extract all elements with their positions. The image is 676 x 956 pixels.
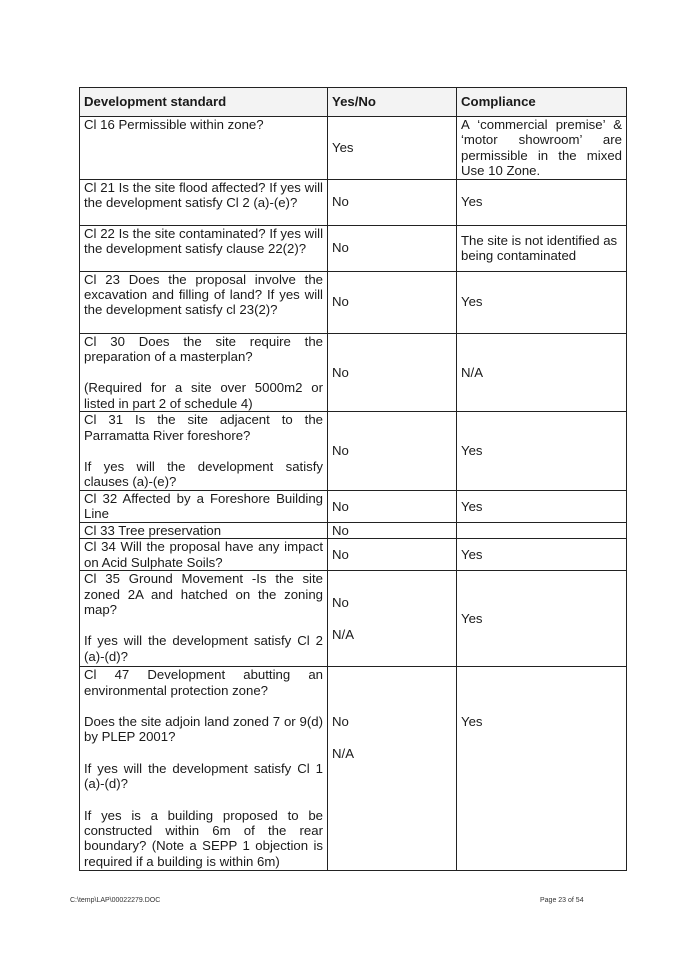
- answer-cell: Yes: [328, 117, 457, 180]
- table-row: [80, 412, 627, 491]
- answer-cell: No: [328, 522, 457, 538]
- answer-cell: No: [328, 412, 457, 491]
- answer-cell: No N/A: [328, 571, 457, 667]
- standard-cell: Cl 34 Will the proposal have any impact on Acid Sulphate Soils?: [80, 539, 328, 571]
- compliance-cell: N/A: [457, 333, 627, 412]
- table-row: [80, 490, 627, 522]
- compliance-cell: The site is not identified as being contaminated: [457, 225, 627, 271]
- table-row: [80, 225, 627, 271]
- table-row: [80, 333, 627, 412]
- table-row: [80, 522, 627, 538]
- answer-cell: No N/A: [328, 667, 457, 871]
- table-row: [80, 571, 627, 667]
- standard-cell: Cl 30 Does the site require the preparation of a masterplan? (Required for a site over 5000m2 or listed in part 2 of schedule 4): [80, 333, 328, 412]
- compliance-cell: A ‘commercial premise’ & ‘motor showroom’ are permissible in the mixed Use 10 Zone.: [457, 117, 627, 180]
- table-header-row: [80, 88, 627, 117]
- standard-cell: Cl 33 Tree preservation: [80, 522, 328, 538]
- compliance-cell: [457, 522, 627, 538]
- table-row: [80, 179, 627, 225]
- standard-cell: Cl 31 Is the site adjacent to the Parramatta River foreshore? If yes will the development satisfy clauses (a)-(e)?: [80, 412, 328, 491]
- footer-file-path: C:\temp\LAP\00022279.DOC: [70, 897, 161, 904]
- compliance-cell: Yes: [457, 412, 627, 491]
- table-row: [80, 271, 627, 333]
- table-row: [80, 667, 627, 871]
- compliance-cell: Yes: [457, 490, 627, 522]
- standard-cell: Cl 47 Development abutting an environmental protection zone? Does the site adjoin land zoned 7 or 9(d) by PLEP 2001? If yes will the development satisfy Cl 1 (a)-(d)? If yes is a building proposed to be constructed within 6m of the rear boundary? (Note a SEPP 1 objection is required if a building is within 6m): [80, 667, 328, 871]
- answer-cell: No: [328, 179, 457, 225]
- answer-cell: No: [328, 271, 457, 333]
- standard-cell: Cl 35 Ground Movement -Is the site zoned 2A and hatched on the zoning map? If yes will the development satisfy Cl 2 (a)-(d)?: [80, 571, 328, 667]
- standard-cell: Cl 22 Is the site contaminated? If yes will the development satisfy clause 22(2)?: [80, 225, 328, 271]
- table-row: [80, 117, 627, 180]
- table-row: [80, 539, 627, 571]
- answer-cell: No: [328, 539, 457, 571]
- column-header-compliance: Compliance: [457, 88, 627, 117]
- compliance-cell: Yes: [457, 539, 627, 571]
- answer-cell: No: [328, 490, 457, 522]
- standard-cell: Cl 16 Permissible within zone?: [80, 117, 328, 180]
- compliance-cell: Yes: [457, 571, 627, 667]
- footer-page-number: Page 23 of 54: [540, 897, 584, 904]
- compliance-cell: Yes: [457, 667, 627, 871]
- compliance-cell: Yes: [457, 271, 627, 333]
- standard-cell: Cl 32 Affected by a Foreshore Building Line: [80, 490, 328, 522]
- column-header-yes-no: Yes/No: [328, 88, 457, 117]
- answer-cell: No: [328, 333, 457, 412]
- answer-cell: No: [328, 225, 457, 271]
- column-header-standard: Development standard: [80, 88, 328, 117]
- development-standards-table: [79, 87, 627, 871]
- standard-cell: Cl 23 Does the proposal involve the excavation and filling of land? If yes will the development satisfy cl 23(2)?: [80, 271, 328, 333]
- standard-cell: Cl 21 Is the site flood affected? If yes will the development satisfy Cl 2 (a)-(e)?: [80, 179, 328, 225]
- compliance-cell: Yes: [457, 179, 627, 225]
